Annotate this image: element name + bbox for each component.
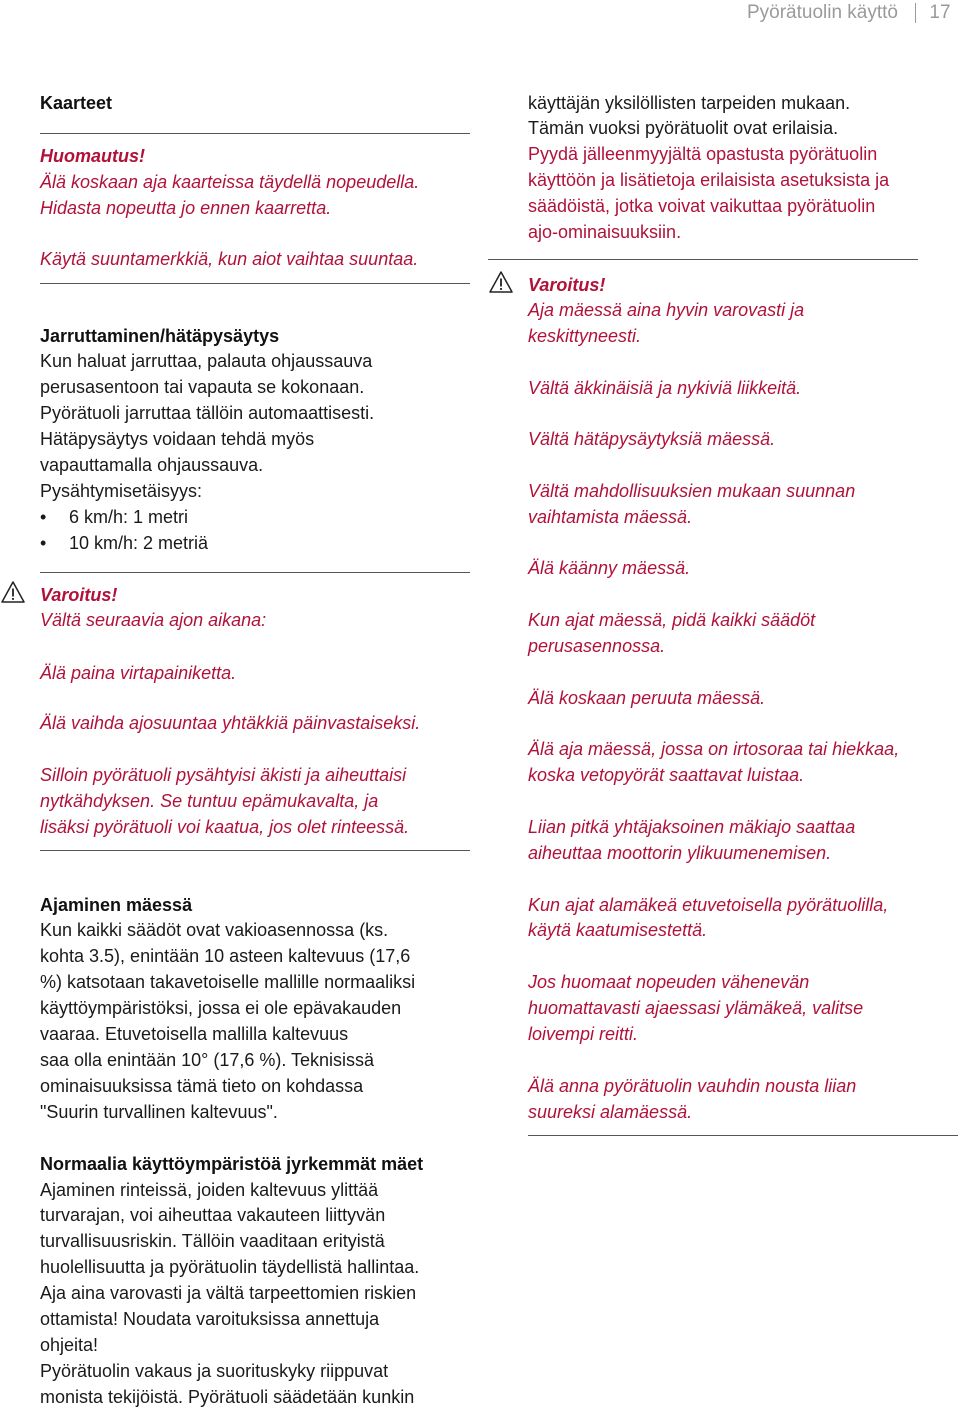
warning-text: koska vetopyörät saattavat luistaa. (528, 765, 805, 785)
warning-text: Älä anna pyörätuolin vauhdin nousta liian (528, 1076, 857, 1096)
warning-text: käytä kaatumisestettä. (528, 920, 708, 940)
bullet-symbol: • (40, 533, 47, 553)
warning-text: Jos huomaat nopeuden vähenevän (528, 972, 810, 992)
body-text: käyttöön ja lisätietoja erilaisista asetuksista ja (528, 170, 890, 190)
warning-text: perusasennossa. (528, 636, 666, 656)
divider (40, 283, 470, 284)
warning-text: Vältä äkkinäisiä ja nykiviä liikkeitä. (528, 378, 802, 398)
warning-text: nytkähdyksen. Se tuntuu epämukavalta, ja (40, 791, 379, 811)
slopes-heading: Ajaminen mäessä (40, 895, 193, 915)
warning-text: Älä käänny mäessä. (528, 558, 691, 578)
braking-heading: Jarruttaminen/hätäpysäytys (40, 326, 280, 346)
warning-label: Varoitus! (40, 585, 118, 605)
warning-text: Vältä seuraavia ajon aikana: (40, 610, 267, 630)
warning-text: Älä aja mäessä, jossa on irtosoraa tai hiekkaa, (528, 739, 900, 759)
warning-text: Älä koskaan peruuta mäessä. (528, 688, 766, 708)
warning-text: Älä vaihda ajosuuntaa yhtäkkiä päinvastaiseksi. (40, 713, 421, 733)
body-text: käyttöympäristöksi, jossa ei ole epävakauden (40, 998, 402, 1018)
divider (40, 572, 470, 573)
curves-heading: Kaarteet (40, 93, 113, 113)
body-text: %) katsotaan takavetoiselle mallille normaaliksi (40, 972, 416, 992)
divider (40, 133, 470, 134)
body-text: Pyörätuolin vakaus ja suorituskyky riippuvat (40, 1361, 389, 1381)
warning-text: keskittyneesti. (528, 326, 642, 346)
body-text: ohjeita! (40, 1335, 99, 1355)
warning-text: Kun ajat alamäkeä etuvetoisella pyörätuolilla, (528, 895, 889, 915)
steeper-heading: Normaalia käyttöympäristöä jyrkemmät mäet (40, 1154, 424, 1174)
body-text: Pysähtymisetäisyys: (40, 481, 203, 501)
note-text: Älä koskaan aja kaarteissa täydellä nopeudella. (40, 172, 420, 192)
body-text: Kun haluat jarruttaa, palauta ohjaussauva (40, 351, 373, 371)
running-header (560, 0, 960, 26)
body-text: Tämän vuoksi pyörätuolit ovat erilaisia. (528, 118, 839, 138)
warning-text: Liian pitkä yhtäjaksoinen mäkiajo saattaa (528, 817, 856, 837)
note-text: Hidasta nopeutta jo ennen kaarretta. (40, 198, 332, 218)
body-text: turvarajan, voi aiheuttaa vakauteen liittyvän (40, 1205, 386, 1225)
body-text: Pyydä jälleenmyyjältä opastusta pyörätuolin (528, 144, 878, 164)
body-text: Kun kaikki säädöt ovat vakioasennossa (ks. (40, 920, 389, 940)
warning-triangle-icon (1, 581, 25, 603)
warning-text: huomattavasti ajaessasi ylämäkeä, valitse (528, 998, 864, 1018)
body-text: käyttäjän yksilöllisten tarpeiden mukaan. (528, 93, 851, 113)
body-text: monista tekijöistä. Pyörätuoli säädetään kunkin (40, 1387, 415, 1407)
header-divider (915, 3, 916, 23)
note-text: Käytä suuntamerkkiä, kun aiot vaihtaa suuntaa. (40, 249, 419, 269)
warning-text: Vältä hätäpysäytyksiä mäessä. (528, 429, 776, 449)
bullet-symbol: • (40, 507, 47, 527)
bullet-item: 10 km/h: 2 metriä (69, 533, 209, 553)
body-text: turvallisuusriskin. Tällöin vaaditaan erityistä (40, 1231, 385, 1251)
body-text: ominaisuuksissa tämä tieto on kohdassa (40, 1076, 364, 1096)
warning-text: loivempi reitti. (528, 1024, 639, 1044)
body-text: vapauttamalla ohjaussauva. (40, 455, 264, 475)
warning-text: Kun ajat mäessä, pidä kaikki säädöt (528, 610, 816, 630)
warning-text: Aja mäessä aina hyvin varovasti ja (528, 300, 805, 320)
body-text: ottamista! Noudata varoituksissa annettuja (40, 1309, 380, 1329)
body-text: saa olla enintään 10° (17,6 %). Teknisissä (40, 1050, 375, 1070)
body-text: huolellisuutta ja pyörätuolin täydellistä hallintaa. (40, 1257, 420, 1277)
warning-label: Varoitus! (528, 275, 606, 295)
warning-text: aiheuttaa moottorin ylikuumenemisen. (528, 843, 832, 863)
body-text: Hätäpysäytys voidaan tehdä myös (40, 429, 315, 449)
warning-text: Silloin pyörätuoli pysähtyisi äkisti ja aiheuttaisi (40, 765, 407, 785)
body-text: kohta 3.5), enintään 10 asteen kaltevuus (17,6 (40, 946, 411, 966)
divider (40, 850, 470, 851)
body-text: Ajaminen rinteissä, joiden kaltevuus ylittää (40, 1180, 379, 1200)
divider (488, 259, 918, 260)
body-text: säädöistä, jotka voivat vaikuttaa pyörätuolin (528, 196, 876, 216)
warning-text: suureksi alamäessä. (528, 1102, 693, 1122)
warning-triangle-icon (489, 271, 513, 293)
body-text: "Suurin turvallinen kaltevuus". (40, 1102, 278, 1122)
body-text: Aja aina varovasti ja vältä tarpeettomien riskien (40, 1283, 417, 1303)
bullet-item: 6 km/h: 1 metri (69, 507, 189, 527)
note-label: Huomautus! (40, 146, 145, 166)
divider (528, 1135, 958, 1136)
body-text: Pyörätuoli jarruttaa tällöin automaattisesti. (40, 403, 375, 423)
warning-text: Vältä mahdollisuuksien mukaan suunnan (528, 481, 856, 501)
warning-text: Älä paina virtapainiketta. (40, 663, 237, 683)
warning-text: vaihtamista mäessä. (528, 507, 693, 527)
body-text: ajo-ominaisuuksiin. (528, 222, 682, 242)
page-number: 17 (929, 2, 951, 23)
warning-text: lisäksi pyörätuoli voi kaatua, jos olet rinteessä. (40, 817, 410, 837)
chapter-title: Pyörätuolin käyttö (746, 2, 898, 23)
body-text: vaaraa. Etuvetoisella mallilla kaltevuus (40, 1024, 349, 1044)
body-text: perusasentoon tai vapauta se kokonaan. (40, 377, 365, 397)
